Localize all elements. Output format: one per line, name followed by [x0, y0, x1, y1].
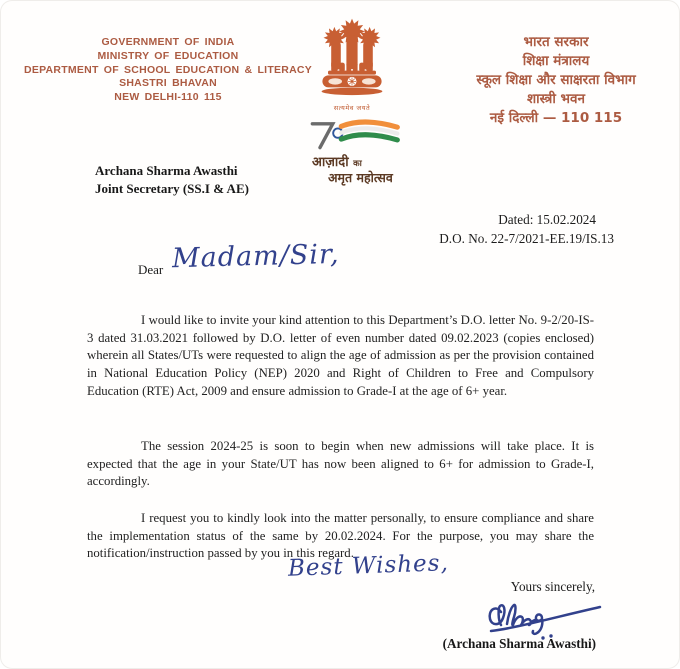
valediction: Yours sincerely,: [510, 579, 595, 594]
header-line-government: GOVERNMENT OF INDIA: [101, 36, 235, 48]
header-hindi-government: भारत सरकार: [523, 34, 589, 50]
header-hindi-bhavan: शास्त्री भवन: [526, 91, 586, 107]
satyameva-jayate-motto: सत्यमेव जयते: [333, 104, 371, 112]
header-line-ministry: MINISTRY OF EDUCATION: [97, 49, 239, 62]
azadi-logo-line2: अमृत महोत्सव: [328, 170, 393, 185]
azadi-ka-amrit-mahotsav-75-icon: [306, 117, 402, 151]
emblem-column: [306, 16, 398, 185]
header-line-bhavan: SHASTRI BHAVAN: [119, 77, 217, 90]
header-line-address: NEW DELHI-110 115: [114, 91, 222, 104]
signatory-name: (Archana Sharma Awasthi): [442, 636, 596, 651]
azadi-logo-line1: [306, 156, 398, 171]
body-paragraph-2: The session 2024-25 is soon to begin when new admissions will take place. It is expected that the age in your State/UT has now been aligned to 6+ for admission to Grade-I, accordingly.: [87, 439, 594, 489]
flag-saffron-band: [341, 122, 397, 127]
do-number: D.O. No. 22-7/2021-EE.19/IS.13: [439, 230, 614, 246]
azadi-word: आज़ादी: [312, 155, 349, 170]
body-paragraph-3: I request you to kindly look into the matter personally, to ensure compliance and share the implementation status of the same by 20.02.2024. For the purpose, you may share the notification/instruction passed by you in this regard.: [87, 511, 594, 561]
numeral-7: [312, 124, 332, 148]
sender-name: Archana Sharma Awasthi: [95, 163, 238, 178]
header-hindi-ministry: शिक्षा मंत्रालय: [522, 53, 590, 69]
salutation-handwritten: Madam/Sir,: [171, 238, 340, 275]
azadi-ka-word: का: [353, 159, 362, 169]
header-hindi-address: नई दिल्ली — 110 115: [489, 110, 623, 126]
state-emblem-of-india-icon: [312, 16, 392, 98]
body-paragraph-1: I would like to invite your kind attention to this Department’s D.O. letter No. 9-2/20-IS-3 dated 31.03.2021 followed by D.O. letter of even number dated 09.02.2023 (copies enclosed) wherein all States/UTs were requested to align the age of admission as per the provision contained in National Education Policy (NEP) 2020 and Right of Children to Free and Compulsory Education (RTE) Act, 2009 and ensure admission to Grade-I at the age of 6+ year.: [87, 313, 594, 398]
header-english-block: [16, 36, 320, 105]
header-line-department: DEPARTMENT OF SCHOOL EDUCATION & LITERACY: [24, 63, 312, 76]
sender-block: [95, 162, 249, 197]
header-hindi-block: [438, 33, 674, 128]
sender-designation: Joint Secretary (SS.I & AE): [95, 180, 249, 196]
salutation-typed: Dear: [138, 262, 164, 277]
best-wishes-handwritten: Best Wishes,: [287, 550, 450, 582]
flag-green-band: [341, 135, 397, 140]
header-hindi-department: स्कूल शिक्षा और साक्षरता विभाग: [476, 72, 636, 88]
abacus-carvings: [328, 77, 375, 86]
reference-block: [439, 211, 614, 248]
letter-date: Dated: 15.02.2024: [498, 212, 596, 227]
